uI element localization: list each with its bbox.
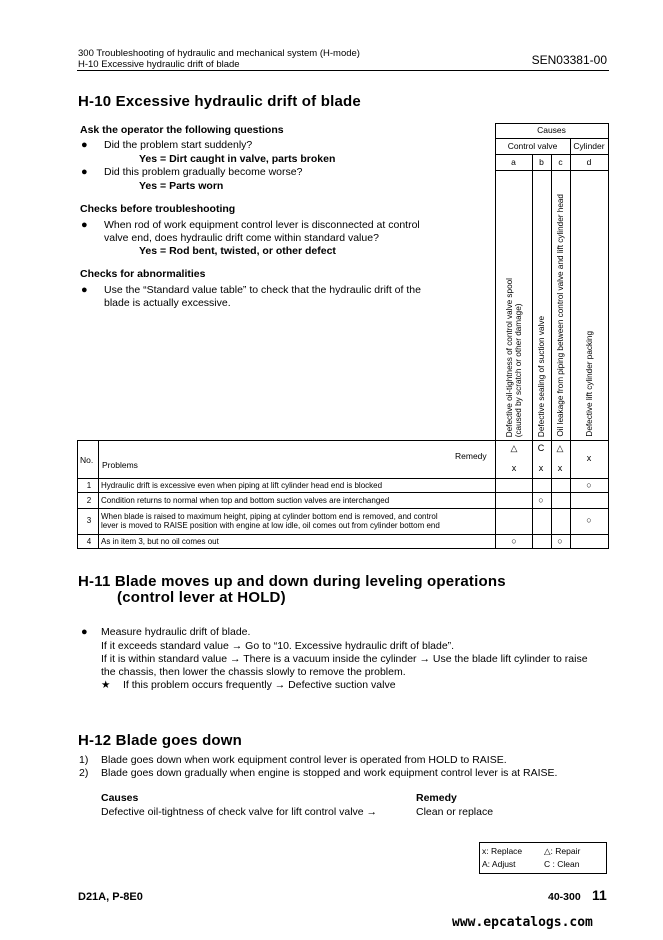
footer-model: D21A, P-8E0 xyxy=(78,891,143,903)
remedy-top-b: C xyxy=(537,443,545,453)
h11-line1: Measure hydraulic drift of blade. xyxy=(101,626,251,638)
header-line1: 300 Troubleshooting of hydraulic and mechanical system (H-mode) xyxy=(78,48,360,59)
legend-clean: C : Clean xyxy=(544,859,580,869)
row-4-text: As in item 3, but no oil comes out xyxy=(101,537,219,546)
header-section-title xyxy=(78,48,360,70)
row-4-mark-a: ○ xyxy=(511,536,517,546)
check-abnormal-1-line2: blade is actually excessive. xyxy=(104,297,231,309)
cause-a-line2: (caused by scratch or other damage) xyxy=(514,303,523,437)
checks-before-heading: Checks before troubleshooting xyxy=(80,203,236,215)
remedy-bottom-a: x xyxy=(511,463,517,473)
legend-box xyxy=(479,842,607,874)
check-before-1-line1: When rod of work equipment control lever is disconnected at control xyxy=(104,219,420,231)
cause-a-line1: Defective oil-tightness of control valve spool xyxy=(505,277,514,437)
h11-line2: If it exceeds standard value → Go to “10. Excessive hydraulic drift of blade”. xyxy=(101,640,455,652)
problems-header: Problems xyxy=(102,460,138,470)
legend-replace: x: Replace xyxy=(482,846,523,856)
watermark: www.epcatalogs.com xyxy=(452,915,593,930)
question-2: Did this problem gradually become worse? xyxy=(104,166,303,178)
h12-item-2: Blade goes down gradually when engine is stopped and work equipment control lever is at RAISE. xyxy=(101,767,558,779)
h11-title-line1: H-11 Blade moves up and down during leveling operations xyxy=(78,573,506,590)
h12-num-2: 2) xyxy=(79,767,89,779)
remedy-top-a: △ xyxy=(510,443,518,453)
remedy-bottom-c: x xyxy=(557,463,563,473)
h12-cause: Defective oil-tightness of check valve for lift control valve → xyxy=(101,806,378,818)
remedy-header: Remedy xyxy=(455,451,487,461)
col-letter-a: a xyxy=(511,157,516,167)
remedy-bottom-d: x xyxy=(586,453,592,463)
row-3-no: 3 xyxy=(86,516,92,525)
header-line2: H-10 Excessive hydraulic drift of blade xyxy=(78,59,240,70)
col-letter-d: d xyxy=(586,157,592,167)
row-4-mark-c: ○ xyxy=(557,536,563,546)
answer-2: Yes = Parts worn xyxy=(139,180,224,192)
cause-b-label: Defective sealing of suction valve xyxy=(537,315,546,437)
cause-a-label xyxy=(505,278,523,437)
answer-1: Yes = Dirt caught in valve, parts broken xyxy=(139,153,336,165)
h11-line3: If it is within standard value → There is a vacuum inside the cylinder → Use the blade lift cylinder to raise xyxy=(101,653,588,665)
h12-num-1: 1) xyxy=(79,754,89,766)
row-1-text: Hydraulic drift is excessive even when piping at lift cylinder head end is blocked xyxy=(101,481,383,490)
legend-repair: △: Repair xyxy=(544,846,581,856)
row-3-text-line1: When blade is raised to maximum height, piping at cylinder bottom end is removed, and control xyxy=(101,512,438,521)
header-divider xyxy=(77,70,609,71)
row-3-text xyxy=(101,512,440,530)
col-letter-c: c xyxy=(558,157,563,167)
check-abnormal-1-line1: Use the “Standard value table” to check that the hydraulic drift of the xyxy=(104,284,421,296)
row-2-text: Condition returns to normal when top and bottom suction valves are interchanged xyxy=(101,496,390,505)
control-valve-header: Control valve xyxy=(507,141,558,151)
remedy-bottom-b: x xyxy=(538,463,544,473)
check-abnormal-1 xyxy=(104,284,456,310)
bullet-icon: ● xyxy=(81,139,88,151)
row-2-mark-b: ○ xyxy=(538,495,544,505)
check-before-1 xyxy=(104,219,456,245)
question-1: Did the problem start suddenly? xyxy=(104,139,253,151)
bullet-icon: ● xyxy=(81,166,88,178)
h11-title-line2: (control lever at HOLD) xyxy=(117,589,286,606)
star-icon: ★ xyxy=(101,679,111,691)
footer-code: 40-300 xyxy=(548,891,581,903)
row-2-no: 2 xyxy=(86,496,92,505)
h10-title: H-10 Excessive hydraulic drift of blade xyxy=(78,93,361,110)
legend-adjust: A: Adjust xyxy=(482,859,516,869)
bullet-icon: ● xyxy=(81,284,88,296)
row-3-mark-d: ○ xyxy=(586,515,592,525)
row-4-no: 4 xyxy=(86,537,92,546)
row-3-text-line2: lever is moved to RAISE position with engine at low idle, oil comes out from cylinder bottom end xyxy=(101,521,440,530)
h12-causes-heading: Causes xyxy=(101,792,139,804)
h12-remedy: Clean or replace xyxy=(416,806,494,818)
ask-heading: Ask the operator the following questions xyxy=(80,124,284,136)
col-letter-b: b xyxy=(539,157,544,167)
cylinder-header: Cylinder xyxy=(573,141,605,151)
h12-item-1: Blade goes down when work equipment control lever is operated from HOLD to RAISE. xyxy=(101,754,507,766)
doc-code: SEN03381-00 xyxy=(531,53,607,67)
check-before-1-answer: Yes = Rod bent, twisted, or other defect xyxy=(139,245,336,257)
checks-abnormal-heading: Checks for abnormalities xyxy=(80,268,206,280)
no-header: No. xyxy=(80,455,94,465)
bullet-icon: ● xyxy=(81,626,88,638)
row-1-no: 1 xyxy=(86,481,92,490)
h11-line5: If this problem occurs frequently → Defective suction valve xyxy=(123,679,396,691)
bullet-icon: ● xyxy=(81,219,88,231)
h12-remedy-heading: Remedy xyxy=(416,792,457,804)
check-before-1-line2: valve end, does hydraulic drift come within standard value? xyxy=(104,232,379,244)
cause-c-label: Oil leakage from piping between control valve and lift cylinder head xyxy=(556,194,565,437)
remedy-top-c: △ xyxy=(556,443,564,453)
h11-line4: the chassis, then lower the chassis slowly to remove the problem. xyxy=(101,666,406,678)
footer-page-number: 11 xyxy=(592,887,607,903)
causes-header: Causes xyxy=(537,125,566,135)
cause-d-label: Defective lift cylinder packing xyxy=(585,331,594,437)
h12-title: H-12 Blade goes down xyxy=(78,732,243,749)
row-1-mark-d: ○ xyxy=(586,480,592,490)
